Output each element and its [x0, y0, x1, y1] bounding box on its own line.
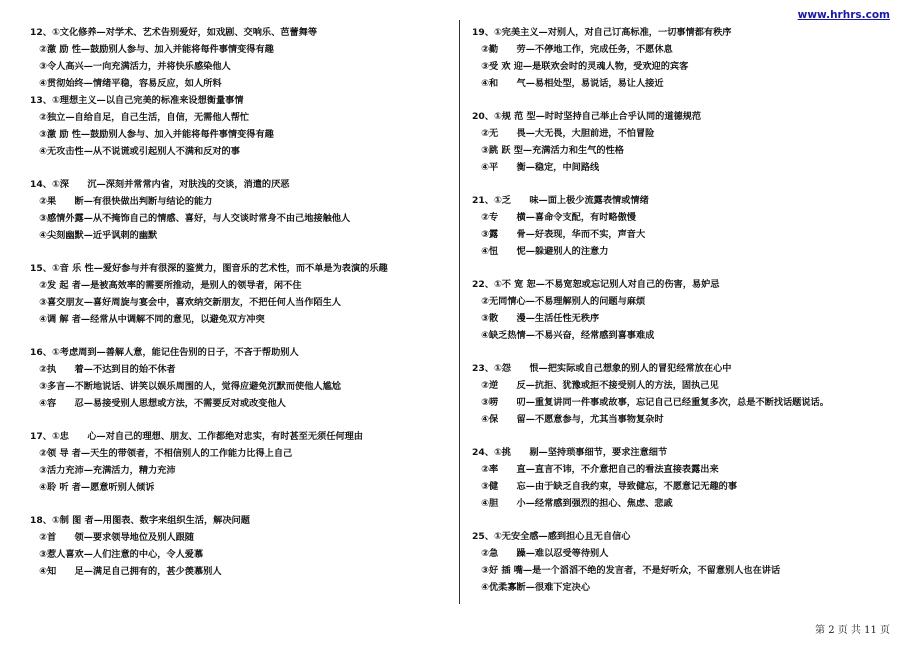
question-option: ③散 漫—生活任性无秩序	[472, 313, 600, 324]
question-block	[472, 528, 902, 596]
question-option-first: 20、①规 范 型—时时坚持自己举止合乎认同的道德规范	[472, 111, 702, 122]
question-option: ③唠 叨—重复讲同一件事或故事，忘记自己已经重复多次，总是不断找话题说话。	[472, 397, 829, 408]
question-option-first: 12、①文化修养—对学术、艺术告别爱好，如戏剧、交响乐、芭蕾舞等	[30, 27, 318, 38]
question-option: ②激 励 性—鼓励别人参与、加入并能将每件事情变得有趣	[30, 44, 274, 55]
left-question-column	[30, 24, 450, 580]
question-block	[472, 276, 902, 344]
question-option: ④尖刻幽默—近乎讽刺的幽默	[30, 230, 158, 241]
question-option-first: 13、①理想主义—以自己完美的标准来设想衡量事情	[30, 95, 244, 106]
question-option: ③喜交朋友—喜好周旋与宴会中，喜欢纳交新朋友，不把任何人当作陌生人	[30, 297, 341, 308]
question-option-first: 24、①挑 剔—坚持琐事细节，要求注意细节	[472, 447, 668, 458]
question-option: ②执 着—不达到目的始不休者	[30, 364, 176, 375]
question-spacer	[30, 328, 450, 344]
question-option: ③受 欢 迎—是联欢会时的灵魂人物，受欢迎的宾客	[472, 61, 689, 72]
question-option: ④胆 小—经常感到强烈的担心、焦虑、悲戚	[472, 498, 673, 509]
question-option: ④无攻击性—从不说谎或引起别人不满和反对的事	[30, 146, 240, 157]
page-number: 第 2 页 共 11 页	[815, 625, 890, 636]
question-option: ②无 畏—大无畏，大胆前进，不怕冒险	[472, 128, 655, 139]
question-option: ②果 断—有很快做出判断与结论的能力	[30, 196, 213, 207]
question-option: ④优柔寡断—很难下定决心	[472, 582, 591, 593]
question-option: ④聆 听 者—愿意听别人倾诉	[30, 482, 155, 493]
site-url[interactable]: www.hrhrs.com	[797, 9, 890, 21]
question-option-first: 19、①完美主义—对别人，对自己订高标准，一切事情都有秩序	[472, 27, 732, 38]
question-spacer	[472, 92, 902, 108]
question-option: ④忸 怩—躲避别人的注意力	[472, 246, 609, 257]
question-option: ④容 忍—易接受别人思想或方法，不需要反对或改变他人	[30, 398, 286, 409]
question-block	[30, 176, 450, 244]
question-spacer	[472, 428, 902, 444]
question-spacer	[30, 160, 450, 176]
question-option: ③跳 跃 型—充满活力和生气的性格	[472, 145, 624, 156]
question-spacer	[472, 344, 902, 360]
question-option: ③惹人喜欢—人们注意的中心，令人爱慕	[30, 549, 204, 560]
question-option: ②领 导 者—天生的带领者，不相信别人的工作能力比得上自己	[30, 448, 293, 459]
question-option: ③多言—不断地说话、讲笑以娱乐周围的人，觉得应避免沉默而使他人尴尬	[30, 381, 341, 392]
question-option: ③令人高兴—一向充满活力，并将快乐感染他人	[30, 61, 231, 72]
question-block	[30, 428, 450, 496]
question-option: ②率 直—直言不讳，不介意把自己的看法直接表露出来	[472, 464, 719, 475]
column-divider	[459, 20, 460, 604]
question-spacer	[472, 260, 902, 276]
question-option: ③露 骨—好表现，华而不实，声音大	[472, 229, 646, 240]
question-option: ②逆 反—抗拒、犹豫或拒不接受别人的方法，固执己见	[472, 380, 719, 391]
question-block	[472, 192, 902, 260]
question-option-first: 25、①无安全感—感到担心且无自信心	[472, 531, 631, 542]
question-block	[30, 512, 450, 580]
question-option-first: 14、①深 沉—深刻并常常内省，对肤浅的交谈，消遣的厌恶	[30, 179, 290, 190]
question-option: ④调 解 者—经常从中调解不同的意见，以避免双方冲突	[30, 314, 265, 325]
question-option: ④平 衡—稳定，中间路线	[472, 162, 600, 173]
question-block	[30, 92, 450, 160]
question-option-first: 15、①音 乐 性—爱好参与并有很深的鉴赏力，图音乐的艺术性，而不单是为表演的乐趣	[30, 263, 388, 274]
question-option: ②独立—自给自足，自己生活，自信，无需他人帮忙	[30, 112, 250, 123]
question-option: ④知 足—满足自己拥有的，甚少羡慕别人	[30, 566, 222, 577]
question-option: ④保 留—不愿意参与，尤其当事物复杂时	[472, 414, 664, 425]
question-block	[472, 108, 902, 176]
question-option-first: 22、①不 宽 恕—不易宽恕或忘记别人对自己的伤害，易妒忌	[472, 279, 720, 290]
question-block	[472, 360, 902, 428]
question-option: ②首 领—要求领导地位及别人跟随	[30, 532, 194, 543]
question-option: ④贯彻始终—情绪平稳，容易反应，如人所料	[30, 78, 222, 89]
question-option-first: 17、①忠 心—对自己的理想、朋友、工作都绝对忠实，有时甚至无须任何理由	[30, 431, 363, 442]
question-option: ②急 躁—难以忍受等待别人	[472, 548, 609, 559]
question-option: ②勤 劳—不停地工作，完成任务，不愿休息	[472, 44, 673, 55]
question-option: ④和 气—易相处型，易说话，易让人接近	[472, 78, 664, 89]
question-block	[30, 344, 450, 412]
question-option-first: 23、①怨 恨—把实际或自己想象的别人的冒犯经常放在心中	[472, 363, 732, 374]
question-spacer	[30, 412, 450, 428]
question-option: ③感情外露—从不掩饰自己的情感、喜好，与人交谈时常身不由己地接触他人	[30, 213, 351, 224]
question-option: ④缺乏热情—不易兴奋，经常感到喜事难成	[472, 330, 655, 341]
question-block	[472, 444, 902, 512]
right-question-column	[472, 24, 902, 596]
question-spacer	[30, 496, 450, 512]
question-option: ③健 忘—由于缺乏自我约束，导致健忘，不愿意记无趣的事	[472, 481, 738, 492]
question-option: ③好 插 嘴—是一个滔滔不绝的发言者，不是好听众，不留意别人也在讲话	[472, 565, 781, 576]
question-block	[472, 24, 902, 92]
question-option: ②发 起 者—是被高效率的需要所推动，是别人的领导者，闲不住	[30, 280, 302, 291]
question-option-first: 16、①考虑周到—善解人意，能记住告别的日子，不吝于帮助别人	[30, 347, 299, 358]
question-option-first: 18、①制 图 者—用图表、数字来组织生活，解决问题	[30, 515, 250, 526]
question-block	[30, 260, 450, 328]
question-option: ②无同情心—不易理解别人的问题与麻烦	[472, 296, 646, 307]
question-option-first: 21、①乏 味—面上极少流露表情或情绪	[472, 195, 649, 206]
question-spacer	[472, 176, 902, 192]
question-block	[30, 24, 450, 92]
question-option: ③活力充沛—充满活力，精力充沛	[30, 465, 176, 476]
question-spacer	[472, 512, 902, 528]
question-option: ②专 横—喜命令支配，有时略傲慢	[472, 212, 636, 223]
question-spacer	[30, 244, 450, 260]
question-option: ③激 励 性—鼓励别人参与、加入并能将每件事情变得有趣	[30, 129, 274, 140]
